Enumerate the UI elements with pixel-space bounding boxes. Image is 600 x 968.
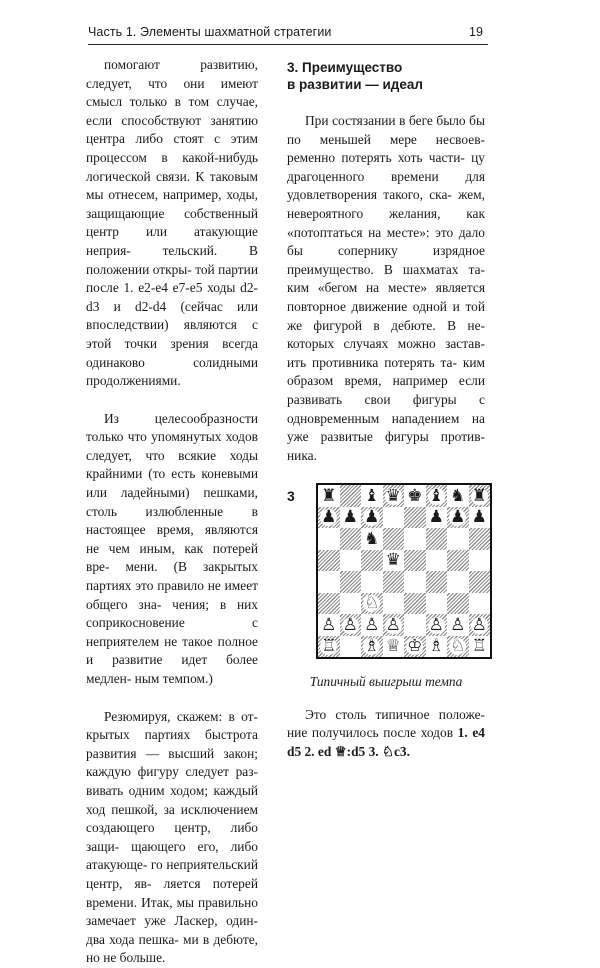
square-f5: [426, 550, 448, 572]
chess-piece-icon: ♙: [364, 614, 380, 635]
text-line: дало бы сопернику изрядное: [287, 224, 485, 259]
chess-piece-icon: ♘: [450, 636, 466, 657]
chess-piece-icon: ♖: [471, 636, 487, 657]
diagram-caption: Типичный выигрыш темпа: [309, 674, 463, 690]
square-f8: [426, 485, 448, 507]
text-line: ми в дебюте, но не больше.: [86, 931, 258, 966]
square-e7: [404, 507, 426, 529]
chess-piece-icon: ♟: [321, 507, 337, 528]
text-line: и развитие идет более медлен-: [86, 652, 258, 686]
text-line: При состязании в беге было: [305, 113, 466, 128]
square-h3: [469, 593, 491, 615]
square-f6: [426, 528, 448, 550]
paragraph-3: [86, 708, 258, 968]
chess-piece-icon: ♟: [471, 507, 487, 528]
text-line: правило не имеет общего зна-: [86, 578, 258, 612]
heading-line: 3. Преимущество: [287, 60, 403, 75]
square-h1: [469, 636, 491, 658]
square-d7: [383, 507, 405, 529]
square-a1: [318, 636, 340, 658]
chess-piece-icon: ♖: [321, 636, 337, 657]
square-d3: [383, 593, 405, 615]
text-line: ким «бегом на месте» является: [287, 280, 485, 296]
text-line: ременно потерять хоть части-: [287, 150, 465, 166]
text-line: если развивать свои фигуры с: [287, 373, 485, 407]
square-d6: [383, 528, 405, 550]
text-line: не чем иным, как потерей вре-: [86, 540, 258, 575]
text-line: ника.: [287, 447, 317, 463]
text-line: ить противника потерять та-: [287, 354, 457, 370]
text-line: мени. (В закрытых партиях это: [86, 559, 258, 594]
text-line: удовлетворения такого, ска-: [287, 187, 452, 203]
chess-piece-icon: ♜: [321, 485, 337, 506]
square-a7: [318, 507, 340, 529]
text-line: Резюмируя, скажем: в от-: [104, 708, 258, 724]
square-d5: [383, 550, 405, 572]
text-line: крытых партиях быстрота: [86, 727, 258, 743]
square-f1: [426, 636, 448, 658]
square-e1: [404, 636, 426, 658]
paragraph-2: [86, 410, 258, 689]
square-h7: [469, 507, 491, 529]
text-line: которых случаях можно застав-: [287, 336, 485, 352]
square-c3: [361, 593, 383, 615]
square-h5: [469, 550, 491, 572]
text-line: Это столь типичное положе-: [305, 706, 485, 722]
text-line: ходы d2-d3 и d2-d4 (сейчас или: [86, 280, 258, 314]
square-c6: [361, 528, 383, 550]
text-line: вивать одним ходом; каждый: [86, 782, 258, 798]
text-line: впоследствии) являются с этой: [86, 317, 258, 351]
text-line: мы отнесем, например, ходы,: [86, 187, 258, 203]
square-c4: [361, 571, 383, 593]
paragraph-1: [86, 56, 258, 391]
chess-board: [316, 483, 492, 659]
text-line: что всякие ходы крайними (то: [86, 447, 258, 482]
square-b4: [340, 571, 362, 593]
square-f7: [426, 507, 448, 529]
text-line: том случае, если способствуют: [86, 94, 258, 128]
square-g6: [447, 528, 469, 550]
text-line: центр или атакующие неприя-: [86, 224, 258, 258]
square-g1: [447, 636, 469, 658]
text-line: преимущество. В шахматах та-: [287, 261, 485, 277]
square-b3: [340, 593, 362, 615]
text-line: в настоящее время, являются: [86, 503, 258, 538]
text-line: что они имеют смысл только в: [86, 75, 258, 110]
text-line: каждую фигуру следует раз-: [86, 764, 258, 780]
move-notation: e4 d5 2. ed ♕:d5 3. ♘c3.: [287, 725, 485, 760]
square-f2: [426, 614, 448, 636]
chess-piece-icon: ♙: [471, 614, 487, 635]
square-g2: [447, 614, 469, 636]
square-b2: [340, 614, 362, 636]
square-d2: [383, 614, 405, 636]
square-a6: [318, 528, 340, 550]
square-f4: [426, 571, 448, 593]
square-g5: [447, 550, 469, 572]
square-a5: [318, 550, 340, 572]
text-line: ход пешкой, за исключением: [86, 801, 258, 817]
text-line: создающего центр, либо защи-: [86, 820, 258, 854]
text-line: тельский. В положении откры-: [86, 242, 258, 277]
text-line: защищающие собственный: [86, 205, 258, 221]
chess-piece-icon: ♛: [385, 485, 401, 506]
text-line: есть коневыми или ладейными): [86, 466, 258, 501]
square-h6: [469, 528, 491, 550]
square-h8: [469, 485, 491, 507]
text-line: что упомянутых ходов следует,: [86, 429, 258, 463]
chess-piece-icon: ♙: [321, 614, 337, 635]
chess-piece-icon: ♚: [407, 485, 423, 506]
text-line: логической связи. К таковым: [86, 168, 258, 184]
square-f3: [426, 593, 448, 615]
square-e5: [404, 550, 426, 572]
square-h2: [469, 614, 491, 636]
square-a3: [318, 593, 340, 615]
chess-piece-icon: ♝: [364, 485, 380, 506]
text-line: го неприятельский центр, яв-: [86, 857, 258, 891]
square-c1: [361, 636, 383, 658]
text-line: как «потоптаться на месте»: это: [287, 205, 485, 240]
square-c2: [361, 614, 383, 636]
square-d1: [383, 636, 405, 658]
chess-piece-icon: ♕: [385, 636, 401, 657]
header-rule: [88, 44, 488, 45]
chess-piece-icon: ♛: [385, 550, 401, 571]
move-notation: 1.: [457, 725, 468, 741]
chess-piece-icon: ♞: [450, 485, 466, 506]
chess-piece-icon: ♙: [450, 614, 466, 635]
chess-piece-icon: ♗: [428, 636, 444, 657]
text-line: Из целесообразности только: [86, 410, 258, 445]
paragraph-5: [287, 706, 485, 762]
square-b6: [340, 528, 362, 550]
square-c7: [361, 507, 383, 529]
text-line: той партии после 1. e2-e4 e7-e5: [86, 261, 258, 296]
square-b5: [340, 550, 362, 572]
text-line: щающего его, либо атакующе-: [86, 838, 258, 873]
chess-piece-icon: ♙: [385, 614, 401, 635]
text-line: жем, невероятного желания,: [287, 187, 485, 221]
chess-piece-icon: ♔: [407, 636, 423, 657]
running-title: Часть 1. Элементы шахматной стратегии: [88, 25, 332, 39]
square-h4: [469, 571, 491, 593]
square-e6: [404, 528, 426, 550]
chess-piece-icon: ♙: [342, 614, 358, 635]
square-b7: [340, 507, 362, 529]
text-line: точки зрения всегда одинаково: [86, 335, 258, 370]
paragraph-4: [287, 112, 485, 465]
text-line: уже развитые фигуры против-: [287, 429, 485, 445]
square-e3: [404, 593, 426, 615]
text-line: Ласкер, один-два хода пешка-: [86, 913, 258, 947]
square-b1: [340, 636, 362, 658]
square-g8: [447, 485, 469, 507]
left-column: [86, 56, 258, 968]
text-line: помогают развитию, следует,: [86, 57, 258, 91]
text-line: развития — высший закон;: [86, 745, 258, 761]
chess-piece-icon: ♟: [342, 507, 358, 528]
heading-line: в развитии — идеал: [287, 77, 423, 92]
chess-piece-icon: ♘: [364, 593, 380, 614]
text-line: мы правильно замечает уже: [86, 894, 259, 929]
chess-diagram: [287, 479, 485, 665]
page-header: [0, 0, 600, 40]
square-a2: [318, 614, 340, 636]
chess-piece-icon: ♜: [471, 485, 487, 506]
square-g4: [447, 571, 469, 593]
chess-piece-icon: ♗: [364, 636, 380, 657]
chess-piece-icon: ♟: [428, 507, 444, 528]
square-e2: [404, 614, 426, 636]
chess-piece-icon: ♙: [428, 614, 444, 635]
chess-piece-icon: ♞: [364, 528, 380, 549]
square-g7: [447, 507, 469, 529]
text-line: цу драгоценного времени для: [287, 150, 485, 184]
square-c5: [361, 550, 383, 572]
text-line: той же фигурой в дебюте. В не-: [287, 298, 485, 333]
text-line: ным темпом.): [134, 671, 213, 686]
square-a4: [318, 571, 340, 593]
section-heading: [287, 59, 485, 93]
text-line: пешками, столь излюбленные: [86, 485, 258, 519]
square-b8: [340, 485, 362, 507]
text-line: ким образом время, например: [287, 354, 485, 389]
text-line: бы по меньшей мере несвоев-: [287, 113, 485, 147]
text-line: занятию центра либо стоят с: [86, 112, 258, 147]
square-e8: [404, 485, 426, 507]
text-line: солидными продолжениями.: [86, 354, 258, 389]
square-c8: [361, 485, 383, 507]
text-line: повторное движение одной и: [287, 298, 460, 314]
chess-piece-icon: ♟: [450, 507, 466, 528]
text-line: ние получилось после ходов: [287, 725, 458, 741]
square-a8: [318, 485, 340, 507]
text-line: чения; в них соприкосновение: [86, 596, 258, 631]
page-number: 19: [469, 25, 483, 39]
square-e4: [404, 571, 426, 593]
square-d4: [383, 571, 405, 593]
diagram-number: 3: [287, 488, 295, 505]
text-line: ляется потерей времени. Итак,: [86, 875, 258, 910]
text-line: одновременным нападением на: [287, 410, 485, 426]
text-line: этим процессом в какой-нибудь: [86, 131, 258, 165]
square-d8: [383, 485, 405, 507]
chess-piece-icon: ♝: [428, 485, 444, 506]
chess-piece-icon: ♟: [364, 507, 380, 528]
text-line: с неприятелем не такое полное: [86, 615, 258, 649]
square-g3: [447, 593, 469, 615]
right-column: [287, 56, 485, 762]
